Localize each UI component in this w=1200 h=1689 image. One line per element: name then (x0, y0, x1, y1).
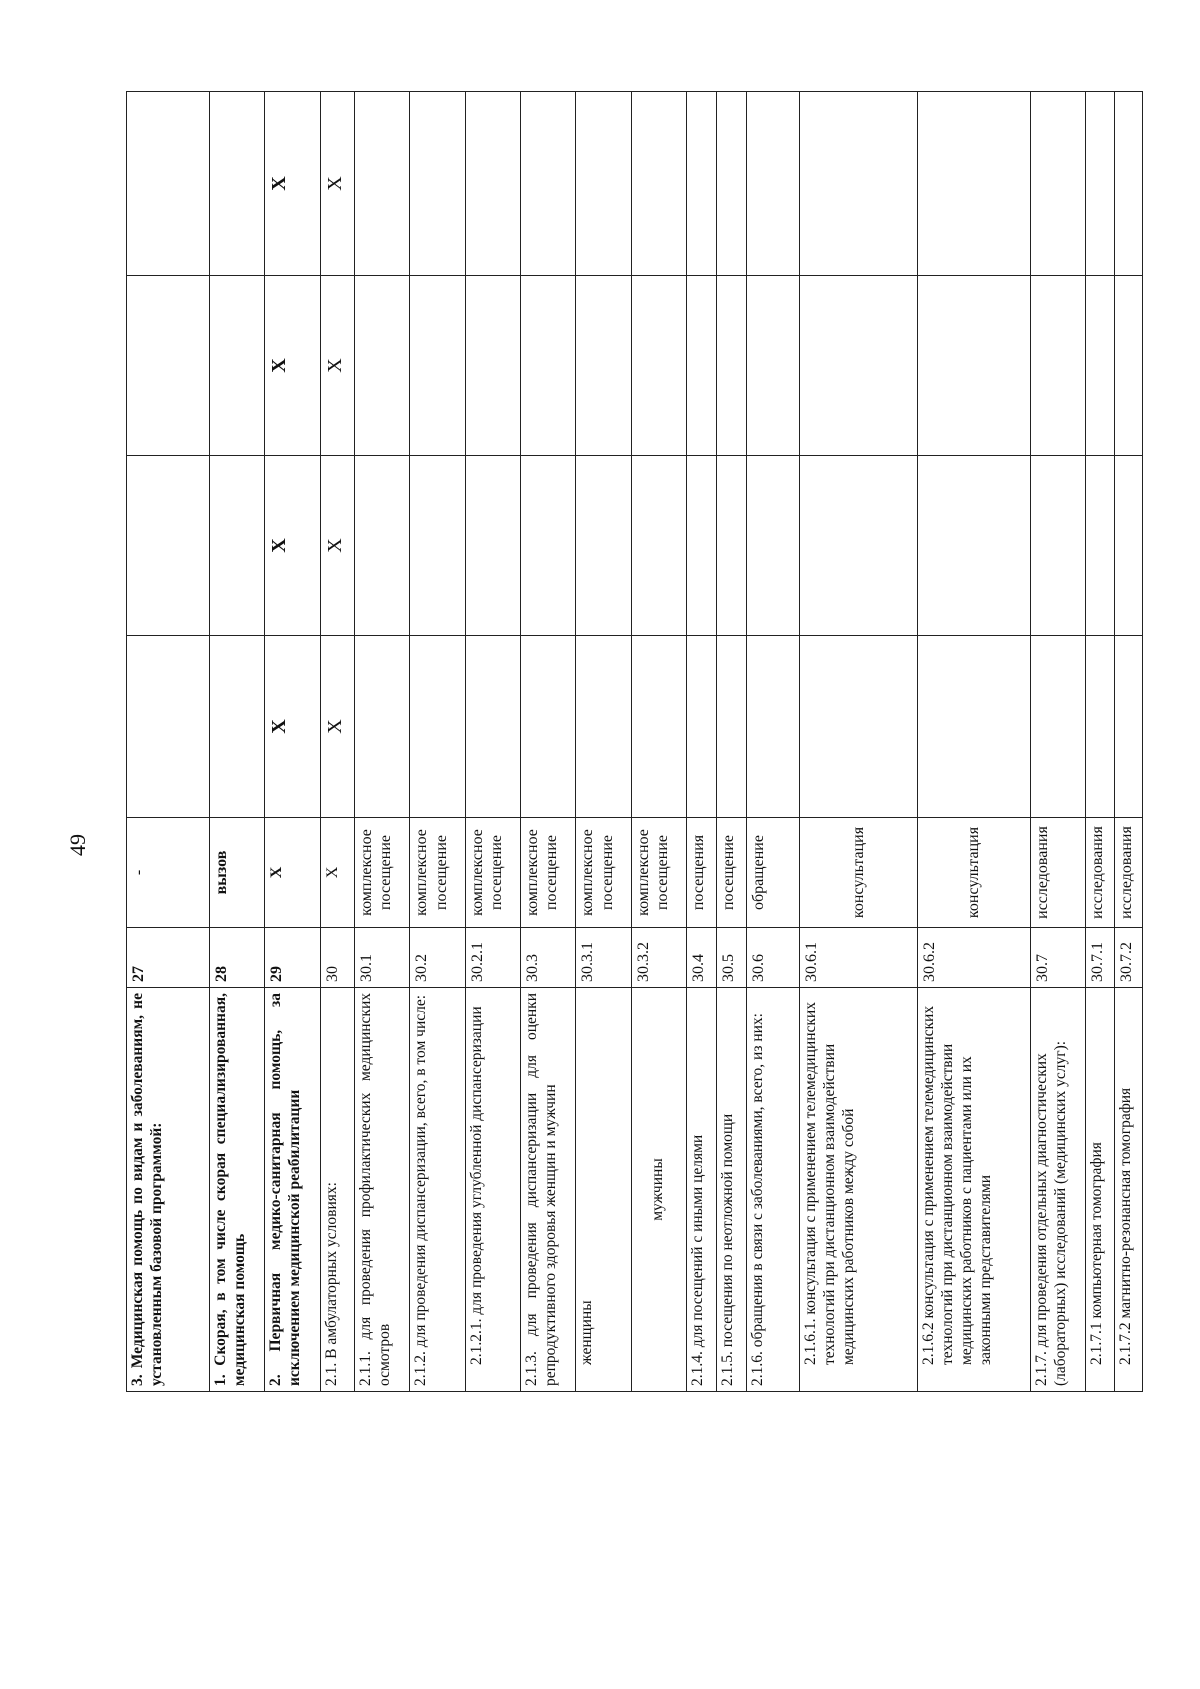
row-code: 30.7.1 (1086, 928, 1114, 988)
row-value (917, 276, 1030, 456)
row-name: 1. Скорая, в том числе скорая специализированная, медицинская помощь (210, 988, 265, 1392)
row-name: женщины (576, 988, 631, 1392)
row-value (687, 456, 717, 636)
row-value (465, 92, 520, 276)
row-value (747, 456, 800, 636)
row-value (127, 276, 210, 456)
row-unit: консультация (800, 818, 918, 928)
row-unit: комплексное посещение (520, 818, 575, 928)
row-value (520, 636, 575, 818)
table-row (576, 92, 631, 1392)
row-value (1086, 636, 1114, 818)
table-row (410, 92, 465, 1392)
row-value (747, 636, 800, 818)
row-value (127, 636, 210, 818)
row-unit: комплексное посещение (410, 818, 465, 928)
row-unit: посещение (717, 818, 747, 928)
row-name: 2.1.6. обращения в связи с заболеваниями, всего, из них: (747, 988, 800, 1392)
row-unit: Х (320, 818, 354, 928)
row-value: Х (265, 636, 320, 818)
row-code: 30.7.2 (1114, 928, 1142, 988)
row-value (210, 92, 265, 276)
row-name: 2.1.2.1. для проведения углубленной диспансеризации (465, 988, 520, 1392)
table-row (520, 92, 575, 1392)
row-name: 3. Медицинская помощь по видам и заболеваниям, не установленным базовой программой: (127, 988, 210, 1392)
row-value: Х (265, 92, 320, 276)
row-name: 2.1.6.2 консультация с применением телемедицинских технологий при дистанционном взаимодействии медицинских работников с пациентами или их законными представителями (917, 988, 1030, 1392)
row-value (1114, 636, 1142, 818)
row-value (747, 276, 800, 456)
row-code: 27 (127, 928, 210, 988)
row-value (687, 636, 717, 818)
row-value (631, 92, 686, 276)
row-name: 2.1.7. для проведения отдельных диагностических (лабораторных) исследований (медицинских услуг): (1030, 988, 1085, 1392)
row-value (717, 276, 747, 456)
row-value (631, 276, 686, 456)
row-value (354, 276, 409, 456)
row-unit: посещения (687, 818, 717, 928)
row-code: 30.5 (717, 928, 747, 988)
row-name: 2.1.7.1 компьютерная томография (1086, 988, 1114, 1392)
row-unit: консультация (917, 818, 1030, 928)
table-row (631, 92, 686, 1392)
row-value (1030, 456, 1085, 636)
row-value (210, 276, 265, 456)
row-value (520, 276, 575, 456)
row-value (631, 636, 686, 818)
row-value (354, 636, 409, 818)
row-name: 2.1. В амбулаторных условиях: (320, 988, 354, 1392)
row-unit: комплексное посещение (631, 818, 686, 928)
row-unit: исследования (1114, 818, 1142, 928)
row-value (210, 636, 265, 818)
row-value: Х (320, 456, 354, 636)
row-code: 30.3.2 (631, 928, 686, 988)
row-value (1114, 92, 1142, 276)
row-unit: - (127, 818, 210, 928)
row-name: 2.1.2. для проведения диспансеризации, всего, в том числе: (410, 988, 465, 1392)
row-value (465, 636, 520, 818)
row-name: 2. Первичная медико-санитарная помощь, за исключением медицинской реабилитации (265, 988, 320, 1392)
row-value (1086, 92, 1114, 276)
row-unit: комплексное посещение (576, 818, 631, 928)
row-value (520, 92, 575, 276)
program-volume-table (126, 91, 1143, 1392)
row-name: 2.1.6.1. консультация с применением телемедицинских технологий при дистанционном взаимодействии медицинских работников между собой (800, 988, 918, 1392)
row-value (1030, 92, 1085, 276)
row-unit: комплексное посещение (465, 818, 520, 928)
row-name: 2.1.4. для посещений с иными целями (687, 988, 717, 1392)
row-value (917, 92, 1030, 276)
table-row (1086, 92, 1114, 1392)
row-code: 30.6.2 (917, 928, 1030, 988)
row-value (1030, 276, 1085, 456)
row-value: Х (320, 276, 354, 456)
row-value (576, 92, 631, 276)
row-unit: исследования (1030, 818, 1085, 928)
row-unit: вызов (210, 818, 265, 928)
table-row (917, 92, 1030, 1392)
row-value (410, 276, 465, 456)
row-value (800, 636, 918, 818)
row-value: Х (320, 92, 354, 276)
row-value (1030, 636, 1085, 818)
row-value (354, 456, 409, 636)
row-code: 30.7 (1030, 928, 1085, 988)
row-code: 30.3.1 (576, 928, 631, 988)
row-value (800, 456, 918, 636)
row-value (917, 456, 1030, 636)
row-code: 30.3 (520, 928, 575, 988)
row-value (354, 92, 409, 276)
row-value: Х (320, 636, 354, 818)
row-value (717, 92, 747, 276)
table-row (800, 92, 918, 1392)
row-value (1086, 276, 1114, 456)
row-value (520, 456, 575, 636)
row-value: Х (265, 456, 320, 636)
row-value (410, 92, 465, 276)
row-code: 30.2 (410, 928, 465, 988)
row-code: 30.6.1 (800, 928, 918, 988)
page-number: 49 (65, 834, 90, 856)
row-code: 30.1 (354, 928, 409, 988)
row-value (717, 456, 747, 636)
table-row (127, 92, 210, 1392)
row-code: 30.2.1 (465, 928, 520, 988)
row-value (465, 276, 520, 456)
row-value: Х (265, 276, 320, 456)
row-unit: комплексное посещение (354, 818, 409, 928)
table-row (210, 92, 265, 1392)
row-value (465, 456, 520, 636)
row-unit: обращение (747, 818, 800, 928)
row-value (576, 636, 631, 818)
row-value (210, 456, 265, 636)
row-name: мужчины (631, 988, 686, 1392)
row-value (410, 456, 465, 636)
table-row (687, 92, 717, 1392)
table-row (320, 92, 354, 1392)
table-row (1114, 92, 1142, 1392)
row-value (800, 92, 918, 276)
table-row (717, 92, 747, 1392)
row-value (687, 276, 717, 456)
row-code: 30.4 (687, 928, 717, 988)
row-value (1114, 276, 1142, 456)
row-value (127, 456, 210, 636)
table-row (265, 92, 320, 1392)
row-value (576, 276, 631, 456)
row-name: 2.1.7.2 магнитно-резонансная томография (1114, 988, 1142, 1392)
row-unit: исследования (1086, 818, 1114, 928)
row-value (127, 92, 210, 276)
row-value (917, 636, 1030, 818)
row-value (1114, 456, 1142, 636)
row-value (410, 636, 465, 818)
table-row (1030, 92, 1085, 1392)
table-row (465, 92, 520, 1392)
row-unit: Х (265, 818, 320, 928)
row-value (717, 636, 747, 818)
row-name: 2.1.5. посещения по неотложной помощи (717, 988, 747, 1392)
row-value (747, 92, 800, 276)
row-value (687, 92, 717, 276)
table-row (354, 92, 409, 1392)
row-value (631, 456, 686, 636)
row-value (800, 276, 918, 456)
row-code: 28 (210, 928, 265, 988)
row-code: 30 (320, 928, 354, 988)
rotated-table-wrapper (126, 92, 1143, 1392)
table-row (747, 92, 800, 1392)
row-name: 2.1.3. для проведения диспансеризации для оценки репродуктивного здоровья женщин и мужчин (520, 988, 575, 1392)
row-value (1086, 456, 1114, 636)
row-value (576, 456, 631, 636)
row-code: 29 (265, 928, 320, 988)
row-name: 2.1.1. для проведения профилактических медицинских осмотров (354, 988, 409, 1392)
row-code: 30.6 (747, 928, 800, 988)
